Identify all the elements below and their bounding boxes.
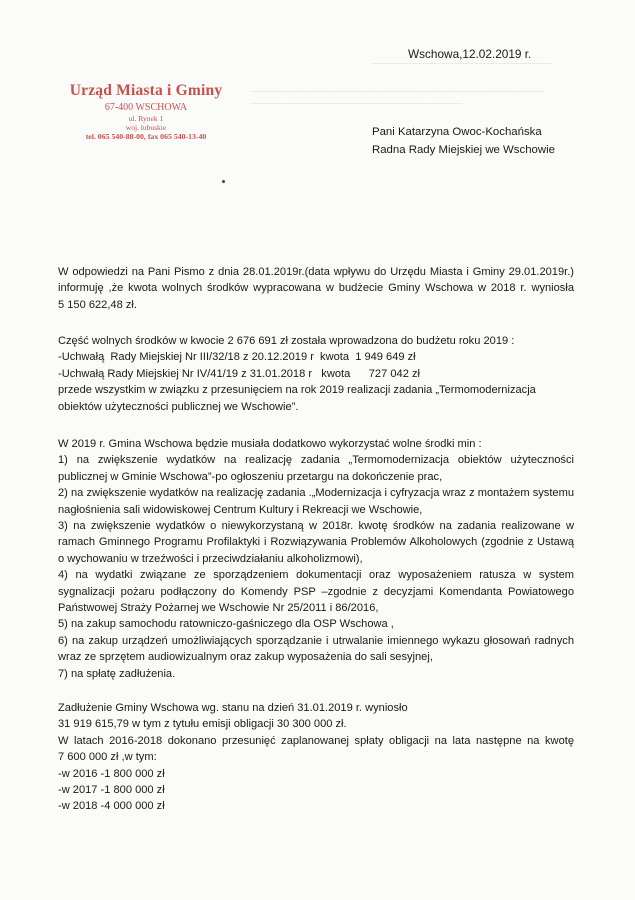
stamp-city: 67-400 WSCHOWA [104, 102, 188, 113]
list-item-line: 2) na zwiększenie wydatków na realizację zadania .„Modernizacja i cyfryzacja wraz z montażem systemu [58, 487, 574, 500]
list-item-line: 7) na spłatę zadłużenia. [58, 667, 176, 680]
recipient-name: Pani Katarzyna Owoc-Kochańska [372, 126, 542, 138]
text-line: W odpowiedzi na Pani Pismo z dnia 28.01.2019r.(data wpływu do Urzędu Miasta i Gminy 29.01.2019r.) [58, 266, 574, 278]
text-line: 7 600 000 zł ,w tym: [58, 751, 157, 764]
letter-date: Wschowa,12.02.2019 r. [408, 47, 532, 61]
text-line: 31 919 615,79 w tym z tytułu emisji obligacji 30 300 000 zł. [58, 718, 347, 731]
stamp-phone: tel. 065 540-88-00, fax 065 540-13-40 [85, 132, 207, 141]
show-through-text: ~~~~~~~~~~~~~~~~~~~~~~~~~~~~~~~~~~~~~~~~~~~~~~~~~~~~ [250, 101, 463, 108]
text-line: -w 2018 -4 000 000 zł [58, 800, 165, 813]
show-through-text: ~~~~~~~~~~~~~~~~~~~~~~~~~~~~~~~~~~~~~~~~~~~~~~~~~~~~~~~~~~~~~~~~~~~~~~~~ [250, 89, 545, 96]
list-item-line: publicznej w Gminie Wschowa”-po ogłoszeniu przetargu na dokończenie prac, [58, 470, 443, 483]
list-item-line: wraz ze sprzętem audiowizualnym oraz zakup wyposażenia do sali sesyjnej, [58, 651, 433, 664]
text-line: W 2019 r. Gmina Wschowa będzie musiała dodatkowo wykorzystać wolne środki min : [58, 438, 482, 450]
list-item-line: 3) na zwiększenie wydatków o niewykorzystaną w 2018r. kwotę środków na zadania realizowane w [58, 520, 574, 533]
stamp-street: ul. Rynek 1 [128, 114, 164, 123]
text-line: -Uchwałą Rady Miejskiej Nr III/32/18 z 20.12.2019 r kwota 1 949 649 zł [58, 351, 416, 364]
recipient-block [372, 124, 555, 159]
show-through-text: ~~~~~~~~~~~~~~~~~~~~~~~~~~~~~~~~~~~~~~~~~~~~ [372, 61, 552, 68]
stamp-region: woj. lubuskie [125, 123, 167, 132]
text-line: -Uchwałą Rady Miejskiej Nr IV/41/19 z 31.01.2018 r kwota 727 042 zł [58, 367, 420, 380]
paragraph-reply [58, 264, 574, 313]
text-line: W latach 2016-2018 dokonano przesunięć zaplanowanej spłaty obligacji na lata następne na kwotę [58, 734, 574, 747]
list-item-line: nagłośnienia sali widowiskowej Centrum Kultury i Rekreacji we Wschowie, [58, 503, 423, 516]
text-line: obiektów użyteczności publicznej we Wschowie”. [58, 400, 299, 413]
list-item-line: Państwowej Straży Pożarnej we Wschowie Nr 25/2011 i 86/2016, [58, 602, 379, 615]
list-item-line: sygnalizacji pożaru podłączony do Komendy PSP –zgodnie z decyzjami Komendanta Powiatowego [58, 585, 574, 598]
stamp-office-name: Urząd Miasta i Gminy [69, 82, 223, 99]
list-item-line: 5) na zakup samochodu ratowniczo-gaśniczego dla OSP Wschowa , [58, 618, 394, 631]
text-line: Część wolnych środków w kwocie 2 676 691 zł została wprowadzona do budżetu roku 2019 : [58, 335, 515, 347]
paragraph-planned-expenses [58, 436, 574, 682]
text-line: Zadłużenie Gminy Wschowa wg. stanu na dzień 31.01.2019 r. wyniosło [58, 702, 408, 714]
list-item-line: 6) na zakup urządzeń umożliwiających sporządzanie i utrwalanie imiennego wykazu głosowań radnych [58, 634, 574, 647]
text-line: informuję ,że kwota wolnych środków wypracowana w budżecie Gminy Wschowa w 2018 r. wyniosła [58, 282, 574, 295]
list-item-line: 1) na zwiększenie wydatków na realizację zadania „Termomodernizacja obiektów użyteczności [58, 454, 574, 467]
recipient-title: Radna Rady Miejskiej we Wschowie [372, 143, 555, 156]
text-line: -w 2016 -1 800 000 zł [58, 767, 165, 780]
text-line: 5 150 622,48 zł. [58, 298, 137, 311]
paragraph-allocated-funds [58, 333, 574, 415]
list-item-line: ramach Gminnego Programu Profilaktyki i Rozwiązywania Problemów Alkoholowych (zgodnie z Ustawą [58, 536, 574, 549]
text-line: -w 2017 -1 800 000 zł [58, 784, 165, 797]
paragraph-debt [58, 700, 574, 815]
ink-dot [222, 180, 225, 183]
list-item-line: 4) na wydatki związane ze sporządzeniem dokumentacji oraz wyposażeniem ratusza w system [58, 569, 574, 582]
text-line: przede wszystkim w związku z przesunięciem na rok 2019 realizacji zadania „Termomodernizacja [58, 384, 536, 397]
list-item-line: o wychowaniu w trzeźwości i przeciwdziałaniu alkoholizmowi), [58, 552, 363, 565]
office-stamp [48, 82, 244, 142]
